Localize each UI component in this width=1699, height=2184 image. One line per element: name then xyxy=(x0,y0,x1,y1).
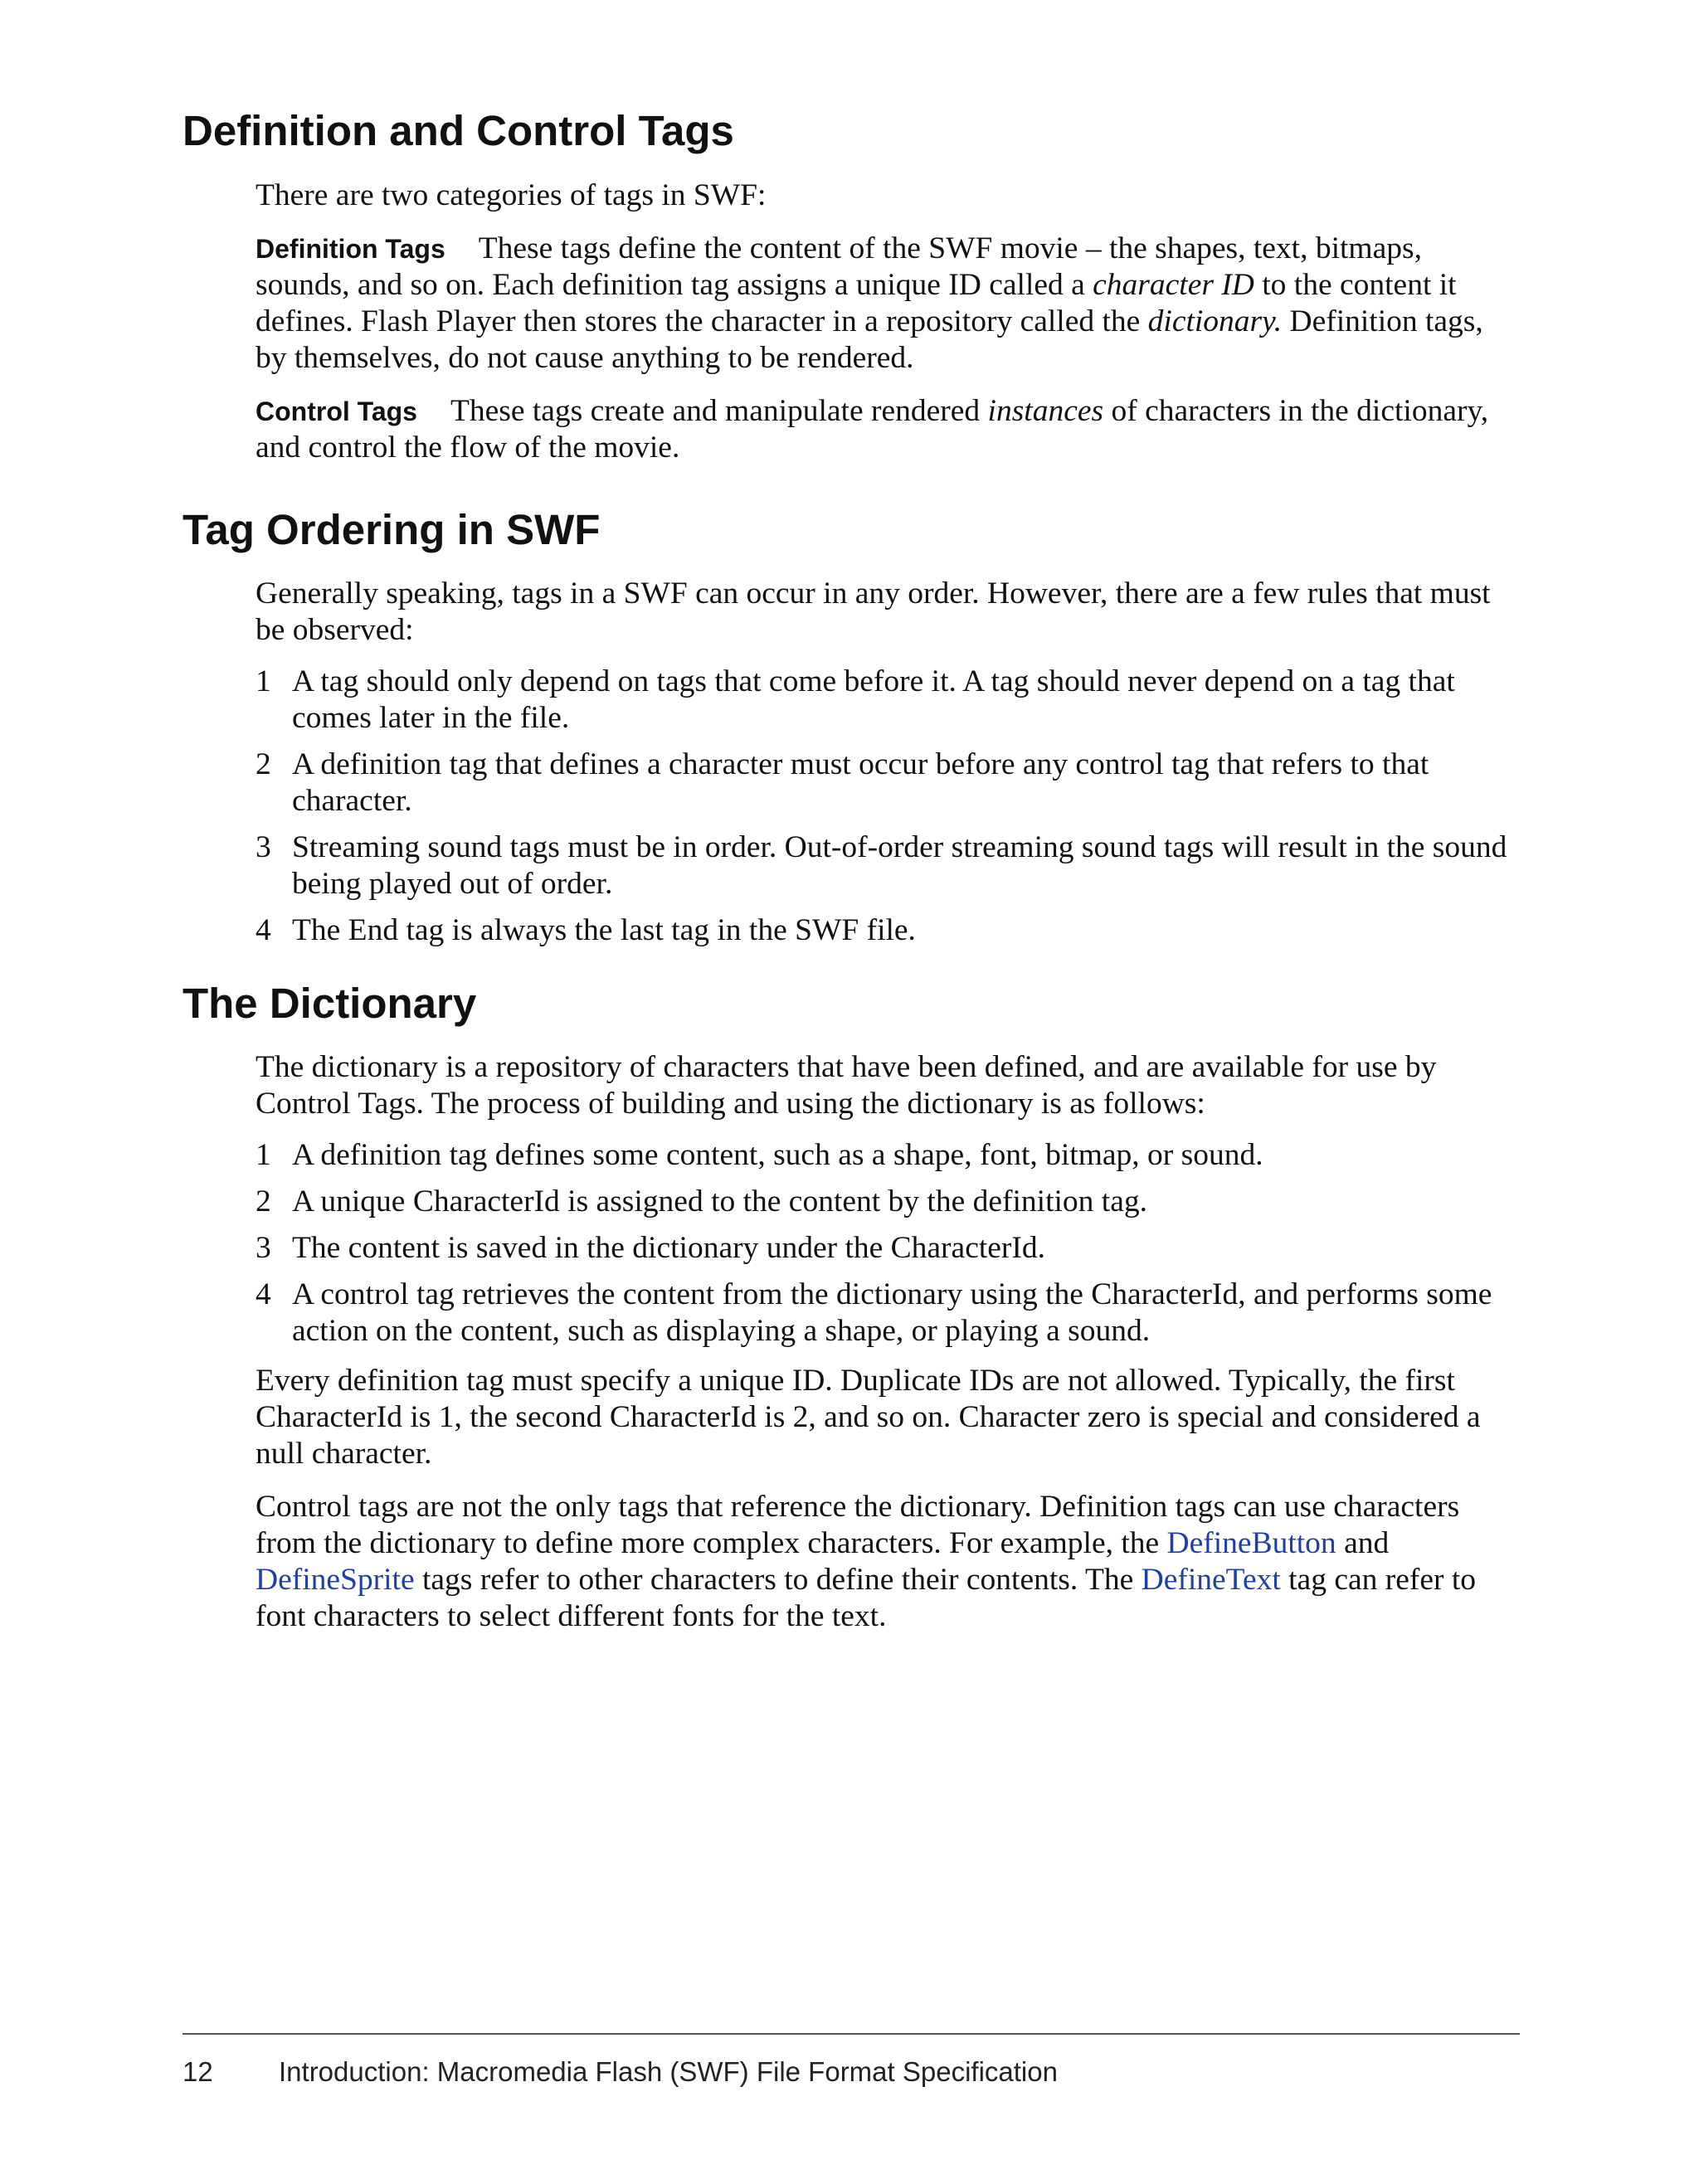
list-item-number: 1 xyxy=(256,664,271,698)
definition-term: Definition Tags xyxy=(256,234,445,264)
paragraph-text: tag can refer to font characters to select different fonts for the text. xyxy=(256,1563,1477,1633)
section-intro: Generally speaking, tags in a SWF can occur in any order. However, there are a few rules that must be observed: xyxy=(256,576,1491,647)
definition-text: These tags define the content of the SWF movie – the shapes, text, bitmaps, sounds, and so on. Each definition tag assigns a unique ID called a xyxy=(256,231,1422,302)
dictionary-paragraph-references xyxy=(256,1489,1516,1635)
definition-text: of characters in the dictionary, and control the flow of the movie. xyxy=(256,394,1489,465)
list-item-number: 2 xyxy=(256,747,271,781)
tag-ordering-rules-list xyxy=(256,664,1516,949)
list-item-number: 1 xyxy=(256,1138,271,1172)
definition-emphasis: instances xyxy=(987,394,1104,428)
list-item xyxy=(256,1277,1516,1350)
paragraph-text: and xyxy=(1336,1526,1390,1560)
definition-text: to the content it defines. Flash Player then stores the character in a repository called the xyxy=(256,268,1457,338)
section-intro: There are two categories of tags in SWF: xyxy=(256,178,767,212)
list-item-text: The End tag is always the last tag in the SWF file. xyxy=(292,913,916,947)
list-item-number: 3 xyxy=(256,1231,271,1265)
link-definesprite[interactable]: DefineSprite xyxy=(256,1563,415,1597)
heading-the-dictionary: The Dictionary xyxy=(183,980,477,1027)
definition-term: Control Tags xyxy=(256,396,417,426)
link-definebutton[interactable]: DefineButton xyxy=(1166,1526,1336,1560)
footer-title: Introduction: Macromedia Flash (SWF) File Format Specification xyxy=(279,2056,1058,2087)
section-the-dictionary-body xyxy=(256,1049,1516,1635)
definition-emphasis: dictionary. xyxy=(1147,304,1283,338)
paragraph-text: tags refer to other characters to define their contents. The xyxy=(414,1563,1142,1597)
section-definition-and-control-tags-body xyxy=(256,178,1516,466)
list-item xyxy=(256,1230,1516,1267)
list-item xyxy=(256,1137,1516,1174)
footer-divider xyxy=(183,2033,1520,2035)
list-item-number: 2 xyxy=(256,1184,271,1218)
paragraph-text: Control tags are not the only tags that reference the dictionary. Definition tags can use characters from the dictionary to define more complex characters. For example, the xyxy=(256,1490,1460,1560)
definition-entry-control-tags xyxy=(256,393,1516,466)
list-item xyxy=(256,664,1516,737)
section-tag-ordering-body xyxy=(256,576,1516,949)
list-item-text: The content is saved in the dictionary under the CharacterId. xyxy=(292,1231,1046,1265)
list-item-number: 4 xyxy=(256,1277,271,1311)
list-item-text: A definition tag that defines a character must occur before any control tag that refers to that character. xyxy=(292,747,1429,818)
list-item-number: 3 xyxy=(256,830,271,864)
list-item xyxy=(256,1184,1516,1220)
list-item xyxy=(256,829,1516,902)
heading-definition-and-control-tags: Definition and Control Tags xyxy=(183,107,734,154)
list-item xyxy=(256,747,1516,820)
list-item-text: A tag should only depend on tags that come before it. A tag should never depend on a tag that comes later in the file. xyxy=(292,664,1455,735)
list-item-number: 4 xyxy=(256,913,271,947)
definition-text: Definition tags, by themselves, do not cause anything to be rendered. xyxy=(256,304,1483,375)
definition-entry-definition-tags xyxy=(256,231,1516,377)
list-item-text: A definition tag defines some content, such as a shape, font, bitmap, or sound. xyxy=(292,1138,1263,1172)
definition-emphasis: character ID xyxy=(1093,268,1254,302)
list-item-text: Streaming sound tags must be in order. Out-of-order streaming sound tags will result in the sound being played out of order. xyxy=(292,830,1507,901)
list-item-text: A control tag retrieves the content from the dictionary using the CharacterId, and performs some action on the content, such as displaying a shape, or playing a sound. xyxy=(292,1277,1492,1348)
footer-page-number: 12 xyxy=(183,2056,213,2087)
definition-text: These tags create and manipulate rendered xyxy=(450,394,988,428)
dictionary-process-list xyxy=(256,1137,1516,1350)
list-item-text: A unique CharacterId is assigned to the content by the definition tag. xyxy=(292,1184,1147,1218)
heading-tag-ordering-in-swf: Tag Ordering in SWF xyxy=(183,506,601,553)
dictionary-paragraph-unique-id: Every definition tag must specify a unique ID. Duplicate IDs are not allowed. Typically, the first CharacterId is 1, the second CharacterId is 2, and so on. Character zero is special and considered a null character. xyxy=(256,1364,1481,1471)
section-intro: The dictionary is a repository of characters that have been defined, and are available for use by Control Tags. The process of building and using the dictionary is as follows: xyxy=(256,1050,1437,1121)
list-item xyxy=(256,912,1516,949)
link-definetext[interactable]: DefineText xyxy=(1141,1563,1281,1597)
